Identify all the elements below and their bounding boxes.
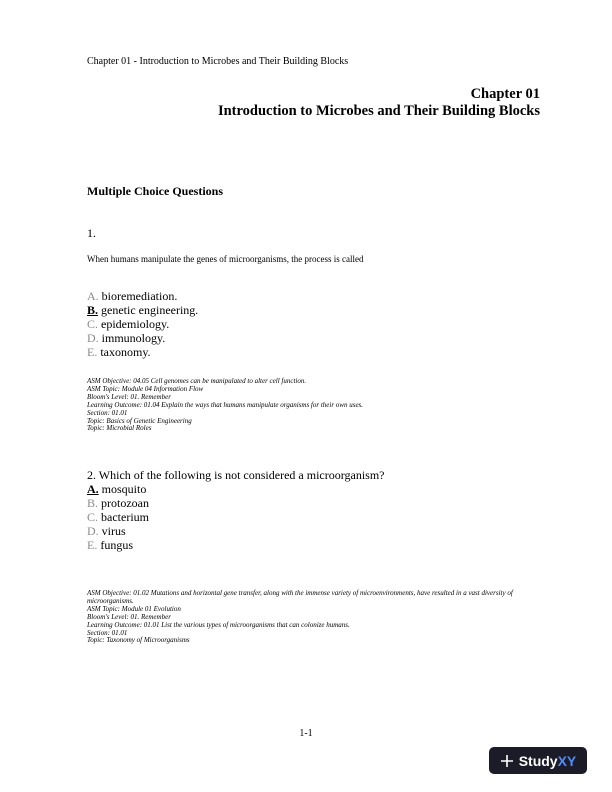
brand-name: StudyXY	[518, 752, 577, 769]
choice-text: bioremediation.	[101, 289, 178, 303]
choice-a	[87, 482, 149, 496]
section-ref: Section: 01.01	[87, 628, 128, 637]
section-ref: Section: 01.01	[87, 408, 128, 417]
asm-topic: ASM Topic: Module 04 Information Flow	[87, 384, 204, 393]
page-number: 1-1	[299, 728, 313, 739]
correct-choice-letter: A.	[87, 482, 99, 496]
choice-text: epidemiology.	[101, 317, 170, 331]
chapter-heading	[218, 86, 540, 120]
choice-text: immunology.	[101, 331, 166, 345]
blooms-level: Bloom's Level: 01. Remember	[87, 392, 171, 401]
chapter-number: Chapter 01	[470, 86, 540, 102]
topic: Topic: Microbial Roles	[87, 424, 152, 433]
topic: Topic: Taxonomy of Microorganisms	[87, 636, 190, 645]
choice-c	[87, 317, 198, 331]
question-metadata	[87, 378, 547, 433]
question-metadata	[87, 590, 547, 645]
plus-icon	[500, 754, 514, 768]
choice-text: protozoan	[101, 496, 149, 510]
choice-a	[87, 289, 198, 303]
section-heading: Multiple Choice Questions	[87, 184, 224, 198]
choice-letter: D.	[87, 331, 99, 345]
correct-choice-letter: B.	[87, 303, 99, 317]
choice-letter: B.	[87, 496, 99, 510]
choice-letter: C.	[87, 317, 99, 331]
chapter-title: Introduction to Microbes and Their Building Blocks	[217, 103, 540, 119]
running-header: Chapter 01 - Introduction to Microbes and Their Building Blocks	[87, 56, 349, 67]
topic: Topic: Basics of Genetic Engineering	[87, 416, 192, 425]
answer-choices	[87, 289, 198, 359]
choice-b	[87, 303, 198, 317]
answer-choices	[87, 482, 149, 552]
asm-objective: ASM Objective: 04.05 Cell genomes can be manipulated to alter cell function.	[87, 377, 307, 385]
choice-letter: C.	[87, 510, 99, 524]
learning-outcome: Learning Outcome: 01.04 Explain the ways that humans manipulate organisms for their own uses.	[87, 400, 364, 409]
choice-text: taxonomy.	[100, 345, 151, 359]
question-number: 1.	[87, 226, 96, 240]
blooms-level: Bloom's Level: 01. Remember	[87, 612, 171, 621]
choice-d	[87, 331, 198, 345]
choice-text: fungus	[100, 538, 134, 552]
choice-e	[87, 345, 198, 359]
learning-outcome: Learning Outcome: 01.01 List the various types of microorganisms that can colonize humans.	[87, 620, 350, 629]
asm-objective: ASM Objective: 01.02 Mutations and horizontal gene transfer, along with the immense variety of microenvironments, have resulted in a vast diversity of microorganisms.	[87, 589, 513, 605]
choice-text: genetic engineering.	[101, 303, 199, 317]
choice-letter: D.	[87, 524, 99, 538]
choice-letter: E.	[87, 345, 98, 359]
question-text: 2. Which of the following is not considered a microorganism?	[87, 468, 385, 482]
choice-text: bacterium	[101, 510, 149, 524]
choice-d	[87, 524, 149, 538]
choice-letter: E.	[87, 538, 98, 552]
choice-c	[87, 510, 149, 524]
choice-text: mosquito	[101, 482, 147, 496]
question-text: When humans manipulate the genes of microorganisms, the process is called	[87, 254, 364, 264]
choice-b	[87, 496, 149, 510]
choice-text: virus	[101, 524, 126, 538]
choice-e	[87, 538, 149, 552]
choice-letter: A.	[87, 289, 99, 303]
asm-topic: ASM Topic: Module 01 Evolution	[87, 604, 181, 613]
studyxy-logo-button[interactable]	[489, 747, 587, 774]
